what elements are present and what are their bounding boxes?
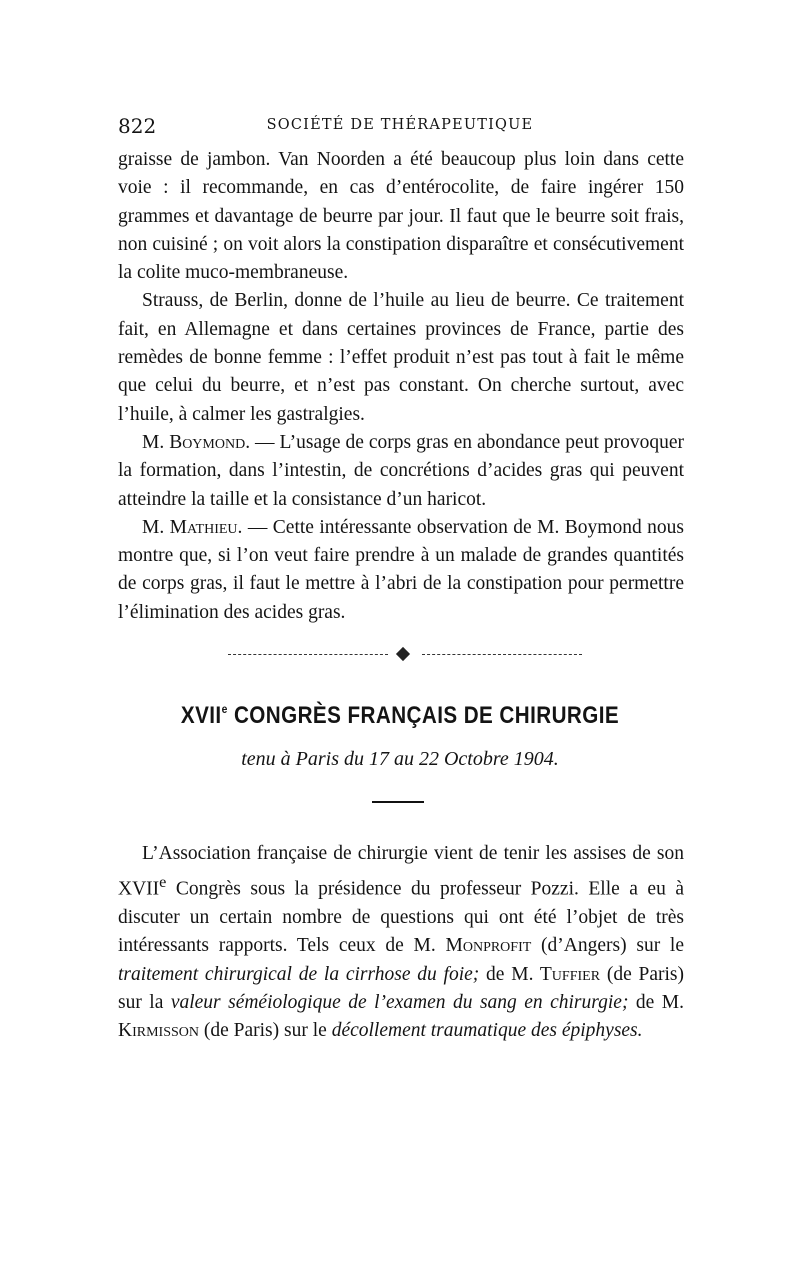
diamond-ornament-icon	[396, 647, 410, 661]
title-superscript: e	[221, 702, 228, 716]
person-name: M. Tuffier	[511, 963, 601, 985]
text-run: L’Association française de chirurgie vient de tenir les assises de son XVII	[118, 843, 684, 900]
section-2-text	[118, 840, 684, 1046]
person-name: M. Monprofit	[413, 935, 532, 957]
paragraph-3-text: — L’usage de corps gras en abondance peut provoquer la formation, dans l’intestin, de concrétions d’acides gras qui peuvent atteindre la taille et la consistance d’un haricot.	[118, 431, 684, 510]
title-numeral: XVII	[180, 702, 222, 729]
text-run: (de Paris) sur le	[199, 1020, 332, 1042]
topic-title: valeur séméiologique de l’examen du sang en chirurgie;	[170, 991, 629, 1013]
section-1-text	[118, 146, 684, 627]
speaker-mathieu: M. Mathieu.	[142, 516, 243, 538]
title-text: CONGRÈS FRANÇAIS DE CHIRURGIE	[227, 702, 620, 729]
paragraph-3	[118, 429, 684, 514]
divider-rule-right	[422, 654, 582, 655]
page-header	[118, 114, 682, 138]
short-rule	[372, 801, 424, 803]
superscript: e	[159, 873, 167, 892]
ornamental-divider	[228, 648, 582, 662]
text-run: de	[479, 963, 512, 985]
text-run: Congrès sous la présidence du professeur Pozzi. Elle a eu à discuter un certain nombre de questions qui ont été l’objet de très intéressants rapports. Tels ceux de	[118, 878, 684, 957]
text-run: (d’Angers) sur le	[531, 935, 684, 957]
topic-title: décollement traumatique des épiphyses.	[331, 1020, 643, 1042]
text-run: de	[628, 991, 662, 1013]
running-head: SOCIÉTÉ DE THÉRAPEUTIQUE	[266, 117, 534, 133]
speaker-boymond: M. Boymond.	[142, 431, 251, 453]
paragraph-4	[118, 514, 684, 627]
section-subtitle: tenu à Paris du 17 au 22 Octobre 1904.	[241, 748, 559, 770]
page-number: 822	[118, 114, 157, 138]
divider-rule-left	[228, 654, 388, 655]
text-run: (de Paris) sur la	[118, 963, 684, 1013]
paragraph-5	[118, 840, 684, 1046]
topic-title: traitement chirurgical de la cirrhose du foie;	[118, 963, 480, 985]
paragraph-2: Strauss, de Berlin, donne de l’huile au lieu de beurre. Ce traitement fait, en Allemagne et dans certaines provinces de France, partie des remèdes de bonne femme : l’effet produit n’est pas tout à fait le même que celui du beurre, et n’est pas constant. On cherche surtout, avec l’huile, à calmer les gastralgies.	[118, 290, 684, 425]
paragraph-4-text: — Cette intéressante observation de M. Boymond nous montre que, si l’on veut faire prendre à un malade de grandes quantités de corps gras, il faut le mettre à l’abri de la constipation pour permettre l’élimination des acides gras.	[118, 516, 684, 623]
person-name: M. Kirmisson	[118, 991, 685, 1042]
paragraph-1: graisse de jambon. Van Noorden a été beaucoup plus loin dans cette voie : il recommande, en cas d’entérocolite, de faire ingérer 150 grammes et davantage de beurre par jour. Il faut que le beurre soit frais, non cuisiné ; on voit alors la constipation disparaître et consécutivement la colite muco-membraneuse.	[118, 149, 684, 284]
section-title	[142, 702, 658, 730]
